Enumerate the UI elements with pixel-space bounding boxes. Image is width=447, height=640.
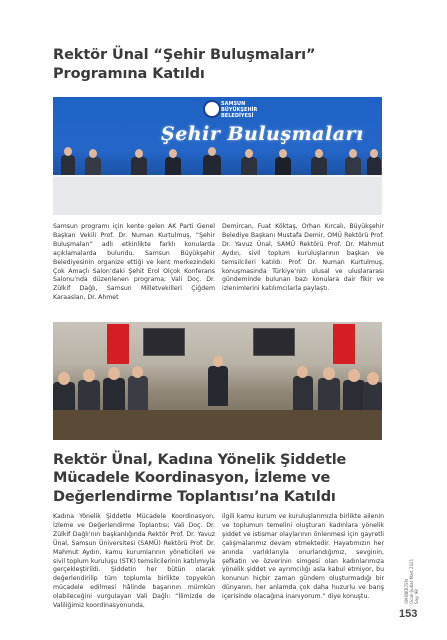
banner-text: Şehir Buluşmaları <box>161 123 364 145</box>
coordination-meeting-photo <box>53 322 382 440</box>
flag-left-icon <box>107 324 129 364</box>
article1-column-2: Demircan, Fuat Köktaş, Orhan Kırcalı, Büyükşehir Belediye Başkanı Mustafa Demir, OMÜ Rektörü Prof. Dr. Yavuz Ünal, SAMÜ Rektörü Prof. Dr. Mahmut Aydın, sivil toplum kuruluşlarının başkan ve temsilcileri katıldı. Prof. Dr. Numan Kurtulmuş, konuşmasında Türkiye’nin ulusal ve uluslararası gündeminde bulunan bazı konulara dair fikir ve izlenimlerini katılımcılarla paylaştı. <box>222 223 384 293</box>
article2-title: Rektör Ünal, Kadına Yönelik Şiddetle Mücadele Koordinasyon, İzleme ve Değerlendirme Toplantısı’na Katıldı <box>53 452 347 505</box>
issue-info: OMÜBÜLTEN Ocak-Şubat-Mart 2021 Sayı 98 <box>404 558 419 604</box>
page-number: 153 <box>399 608 418 620</box>
article1-column-1: Samsun programı için kente gelen AK Parti Genel Başkan Vekili Prof. Dr. Numan Kurtulmuş, “Şehir Buluşmaları” adlı etkinlikte farklı konularda açıklamalarda bulundu. Samsun Büyükşehir Belediyesinin organize ettiği ve kent merkezindeki Çok Amaçlı Salon’daki Şehit Erol Olçok Konferans Salonu’nda düzenlenen programa; Vali Doç. Dr. Zülkif Dağlı, Samsun Milletvekilleri Çiğdem Karaaslan, Dr. Ahmet <box>53 223 215 302</box>
city-meetings-photo <box>53 97 382 215</box>
article2-column-1: Kadına Yönelik Şiddetle Mücadele Koordinasyon, İzleme ve Değerlendirme Toplantısı; Vali Doç. Dr. Zülkif Dağlı’nın başkanlığında Rektör Prof. Dr. Yavuz Ünal, Samsun Üniversitesi (SAMÜ) Rektörü Prof. Dr. Mahmut Aydın, kamu kurumlarının yöneticileri ve sivil toplum kuruluşu (STK) temsilcilerinin katılımıyla gerçekleştirildi. Şiddetin her bütün olarak değerlendirilip tüm toplumla birlikte topyekûn mücadele edilmesi hâlinde başarının mümkün olabileceğini vurgulayan Vali Dağlı: “İlimizde de Valiliğimiz koordinasyonunda, <box>53 513 216 610</box>
municipality-logo-text: SAMSUN BÜYÜKŞEHİR BELEDİYESİ <box>221 101 258 119</box>
municipality-logo-icon <box>203 100 221 118</box>
article1-title: Rektör Ünal “Şehir Buluşmaları” Programına Katıldı <box>53 47 316 82</box>
flag-right-icon <box>333 324 355 364</box>
article2-column-2: ilgili kamu kurum ve kuruluşlarımızla birlikte ailenin ve toplumun temelini oluşturan kadınlara yönelik şiddet ve istismar olaylarının önlenmesi için gayretli çalışmalarımız devam etmektedir. Hayatımızın her anında varlıklarıyla onurlandığımız, sevginin, şefkatin ve özverinin simgesi olan kadınlarımıza yönelik şiddet ve ayrımcılığı asla kabul etmiyor, bu konunun hiçbir zaman gündem oluşturmadığı bir dünyanın, her anlamda çok daha huzurlu ve barış içerisinde olacağına inanıyorum.” diye konuştu. <box>222 513 384 601</box>
